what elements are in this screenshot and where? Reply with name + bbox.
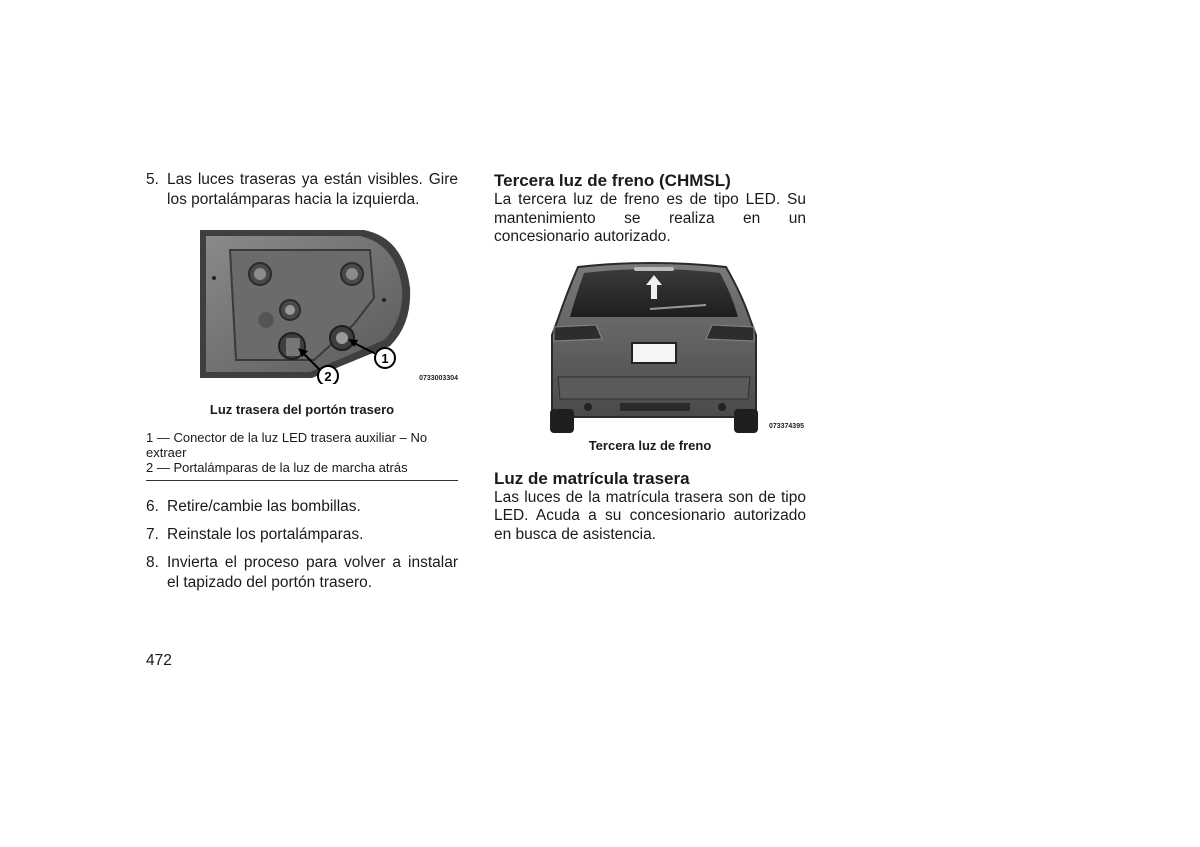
figure-code: 073374395 xyxy=(768,422,804,430)
legend-divider xyxy=(146,480,458,481)
right-column xyxy=(494,170,806,544)
tail-light-figure xyxy=(194,228,458,384)
figure-caption: Tercera luz de freno xyxy=(588,437,712,453)
rear-vehicle-illustration xyxy=(550,259,806,439)
chmsl-heading: Tercera luz de freno (CHMSL) xyxy=(494,171,731,190)
step-number: 5. xyxy=(146,171,159,188)
step-8 xyxy=(146,553,458,593)
license-light-text: Las luces de la matrícula trasera son de tipo LED. Acuda a su concesionario autorizado en busca de asistencia. xyxy=(494,488,806,543)
license-light-heading: Luz de matrícula trasera xyxy=(494,468,690,488)
figure-legend-1: 1 — Conector de la luz LED trasera auxiliar – No extraer xyxy=(146,430,428,460)
chmsl-text: La tercera luz de freno es de tipo LED. Su mantenimiento se realiza en un concesionario autorizado. xyxy=(494,191,806,245)
step-number: 6. xyxy=(146,498,159,515)
tail-light-illustration xyxy=(194,228,458,384)
step-text: Invierta el proceso para volver a instalar el tapizado del portón trasero. xyxy=(167,554,458,591)
step-number: 8. xyxy=(146,554,159,571)
step-text: Reinstale los portalámparas. xyxy=(167,526,364,543)
step-7 xyxy=(146,525,458,545)
callout-1-label: 1 xyxy=(381,351,389,366)
callout-2-label: 2 xyxy=(324,369,332,384)
figure-code: 0733003304 xyxy=(419,375,458,382)
step-text: Las luces traseras ya están visibles. Gire los portalámparas hacia la izquierda. xyxy=(167,171,458,208)
step-5 xyxy=(146,170,458,210)
step-text: Retire/cambie las bombillas. xyxy=(167,498,361,515)
figure-caption: Luz trasera del portón trasero xyxy=(209,402,395,417)
step-6 xyxy=(146,497,458,517)
page-number: 472 xyxy=(146,652,172,669)
left-column xyxy=(146,170,458,593)
rear-vehicle-figure xyxy=(550,259,806,439)
step-number: 7. xyxy=(146,526,159,543)
figure-legend-2: 2 — Portalámparas de la luz de marcha atrás xyxy=(146,460,408,475)
